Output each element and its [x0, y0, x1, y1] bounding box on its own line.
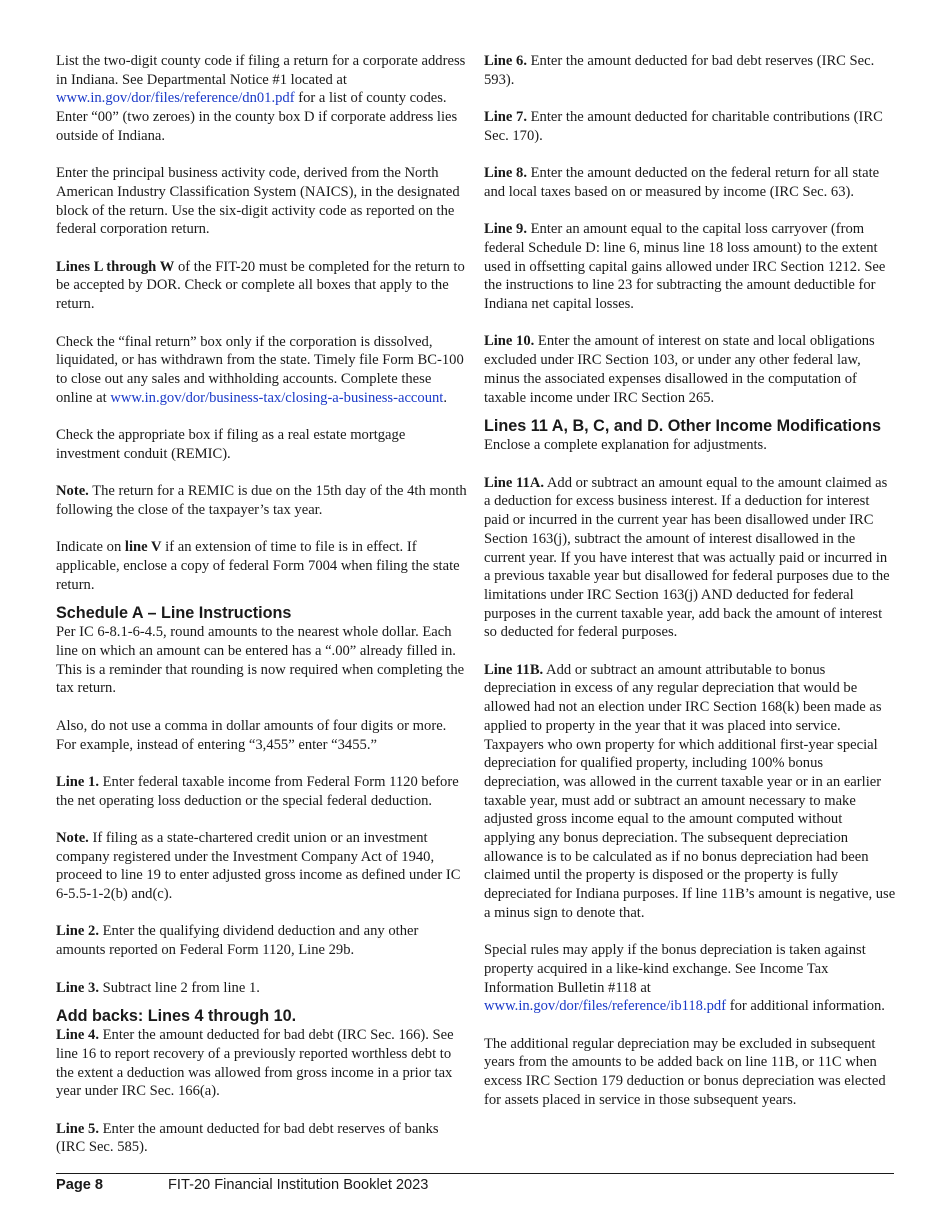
credit-union-note-paragraph: Note. If filing as a state-chartered credit union or an investment company registered under the Investment Company Act of 1940, proceed to line 19 to enter adjusted gross income as defined under IC 6-5.5-1-2(b) and(c). — [56, 829, 461, 903]
remic-note-paragraph: Note. The return for a REMIC is due on the 15th day of the 4th month following the close of the taxpayer’s tax year. — [56, 483, 467, 518]
line-9-paragraph: Line 9. Enter an amount equal to the capital loss carryover (from federal Schedule D: line 6, minus line 18 loss amount) to the extent used in offsetting capital gains allowed under IRC Section 1212. See the instructions to line 23 for subtracting the amount deductible for Indiana net capital losses. — [484, 221, 886, 313]
county-code-paragraph: List the two-digit county code if filing a return for a corporate address in Indiana. See Departmental Notice #1 located at www.in.gov/dor/files/reference/dn01.pdf for a list of county codes. Enter “00” (two zeroes) in the county box D if corporate address lies outside of Indiana. — [56, 53, 466, 144]
lines-11-heading: Lines 11 A, B, C, and D. Other Income Modifications — [484, 417, 881, 436]
closing-business-link[interactable]: www.in.gov/dor/business-tax/closing-a-business-account — [110, 389, 444, 406]
line-11b-paragraph: Line 11B. Add or subtract an amount attributable to bonus depreciation in excess of any regular depreciation that would be allowed had not an election under IRC Section 168(k) been made as applied to property in the year that it was placed into service. Taxpayers who own property for which additional first-year special depreciation for qualified property, including 100% bonus depreciation, was allowed in the current taxable year or in an earlier taxable year, must add or subtract an amount necessary to make adjusted gross income equal to the amount computed without applying any bonus depreciation. The subsequent depreciation allowance is to be calculated as if no bonus depreciation had been claimed until the property is disposed or the property is fully depreciated for Indiana purposes. If line 11B’s amount is negative, use a minus sign to denote that. — [484, 661, 896, 921]
line-3-paragraph: Line 3. Subtract line 2 from line 1. — [56, 979, 260, 996]
line-2-paragraph: Line 2. Enter the qualifying dividend deduction and any other amounts reported on Federal Form 1120, Line 29b. — [56, 923, 419, 959]
ib118-link[interactable]: www.in.gov/dor/files/reference/ib118.pdf — [484, 998, 727, 1015]
rounding-paragraph: Per IC 6-8.1-6-4.5, round amounts to the nearest whole dollar. Each line on which an amount can be entered has a “.00” already filled in. This is a reminder that rounding is now required when completing the tax return. — [56, 624, 465, 697]
comma-paragraph: Also, do not use a comma in dollar amounts of four digits or more. For example, instead of entering “3,455” enter “3455.” — [56, 717, 447, 753]
line-10-paragraph: Line 10. Enter the amount of interest on state and local obligations excluded under IRC Section 103, or under any other federal law, minus the associated expenses disallowed in the computation of taxable income under IRC Section 265. — [484, 333, 875, 406]
line-6-paragraph: Line 6. Enter the amount deducted for bad debt reserves (IRC Sec. 593). — [484, 53, 875, 88]
lines-l-w-paragraph: Lines L through W of the FIT-20 must be completed for the return to be accepted by DOR. Check or complete all boxes that apply to the return. — [56, 258, 465, 313]
left-column — [56, 52, 468, 1157]
naics-paragraph: Enter the principal business activity code, derived from the North American Industry Classification System (NAICS), in the designated block of the return. Use the six-digit activity code as reported on the federal corporation return. — [56, 165, 460, 238]
line-7-paragraph: Line 7. Enter the amount deducted for charitable contributions (IRC Sec. 170). — [484, 109, 883, 144]
adjustments-paragraph: Enclose a complete explanation for adjustments. — [484, 437, 767, 454]
county-codes-link[interactable]: www.in.gov/dor/files/reference/dn01.pdf — [56, 90, 295, 107]
line-11a-paragraph: Line 11A. Add or subtract an amount equal to the amount claimed as a deduction for excess business interest. If a deduction for interest paid or incurred in the current year has been disallowed under IRC Section 163(j), subtract the amount of interest disallowed in the current year. If you have interest that was actually paid or incurred in a previous taxable year but disallowed for federal purposes due to the limitations under IRC Section 163(j) AND deducted for federal purposes in the current taxable year, add back the amount of interest so deducted for federal purposes. — [484, 474, 890, 641]
right-column — [484, 52, 896, 1110]
line-5-paragraph: Line 5. Enter the amount deducted for bad debt reserves of banks (IRC Sec. 585). — [56, 1120, 439, 1156]
line-1-paragraph: Line 1. Enter federal taxable income from Federal Form 1120 before the net operating loss deduction or the special federal deduction. — [56, 773, 459, 809]
page-number: Page 8 — [56, 1177, 104, 1193]
line-8-paragraph: Line 8. Enter the amount deducted on the federal return for all state and local taxes based on or measured by income (IRC Sec. 63). — [484, 165, 880, 200]
remic-paragraph: Check the appropriate box if filing as a real estate mortgage investment conduit (REMIC). — [56, 427, 406, 462]
add-backs-heading: Add backs: Lines 4 through 10. — [56, 1007, 297, 1026]
extension-paragraph: Indicate on line V if an extension of time to file is in effect. If applicable, enclose a copy of federal Form 7004 when filing the state return. — [56, 539, 460, 593]
additional-depreciation-paragraph: The additional regular depreciation may be excluded in subsequent years from the amounts to be added back on line 11B, or 11C when excess IRC Section 179 deduction or bonus depreciation was elected for assets placed in service in those subsequent years. — [484, 1035, 886, 1108]
like-kind-paragraph: Special rules may apply if the bonus depreciation is taken against property acquired in a like-kind exchange. See Income Tax Information Bulletin #118 at www.in.gov/dor/files/reference/ib118.pdf for additional information. — [484, 942, 885, 1015]
booklet-title: FIT-20 Financial Institution Booklet 2023 — [168, 1177, 429, 1193]
line-4-paragraph: Line 4. Enter the amount deducted for bad debt (IRC Sec. 166). See line 16 to report recovery of a previously reported worthless debt to the extent a deduction was allowed from gross income in a prior tax year under IRC Sec. 166(a). — [56, 1027, 454, 1100]
footer-divider — [56, 1173, 894, 1174]
schedule-a-heading: Schedule A – Line Instructions — [56, 604, 292, 623]
final-return-paragraph: Check the “final return” box only if the corporation is dissolved, liquidated, or has withdrawn from the state. Timely file Form BC-100 to close out any sales and withholding accounts. Complete these online at www.in.gov/dor/business-tax/closing-a-business-account. — [56, 333, 464, 406]
